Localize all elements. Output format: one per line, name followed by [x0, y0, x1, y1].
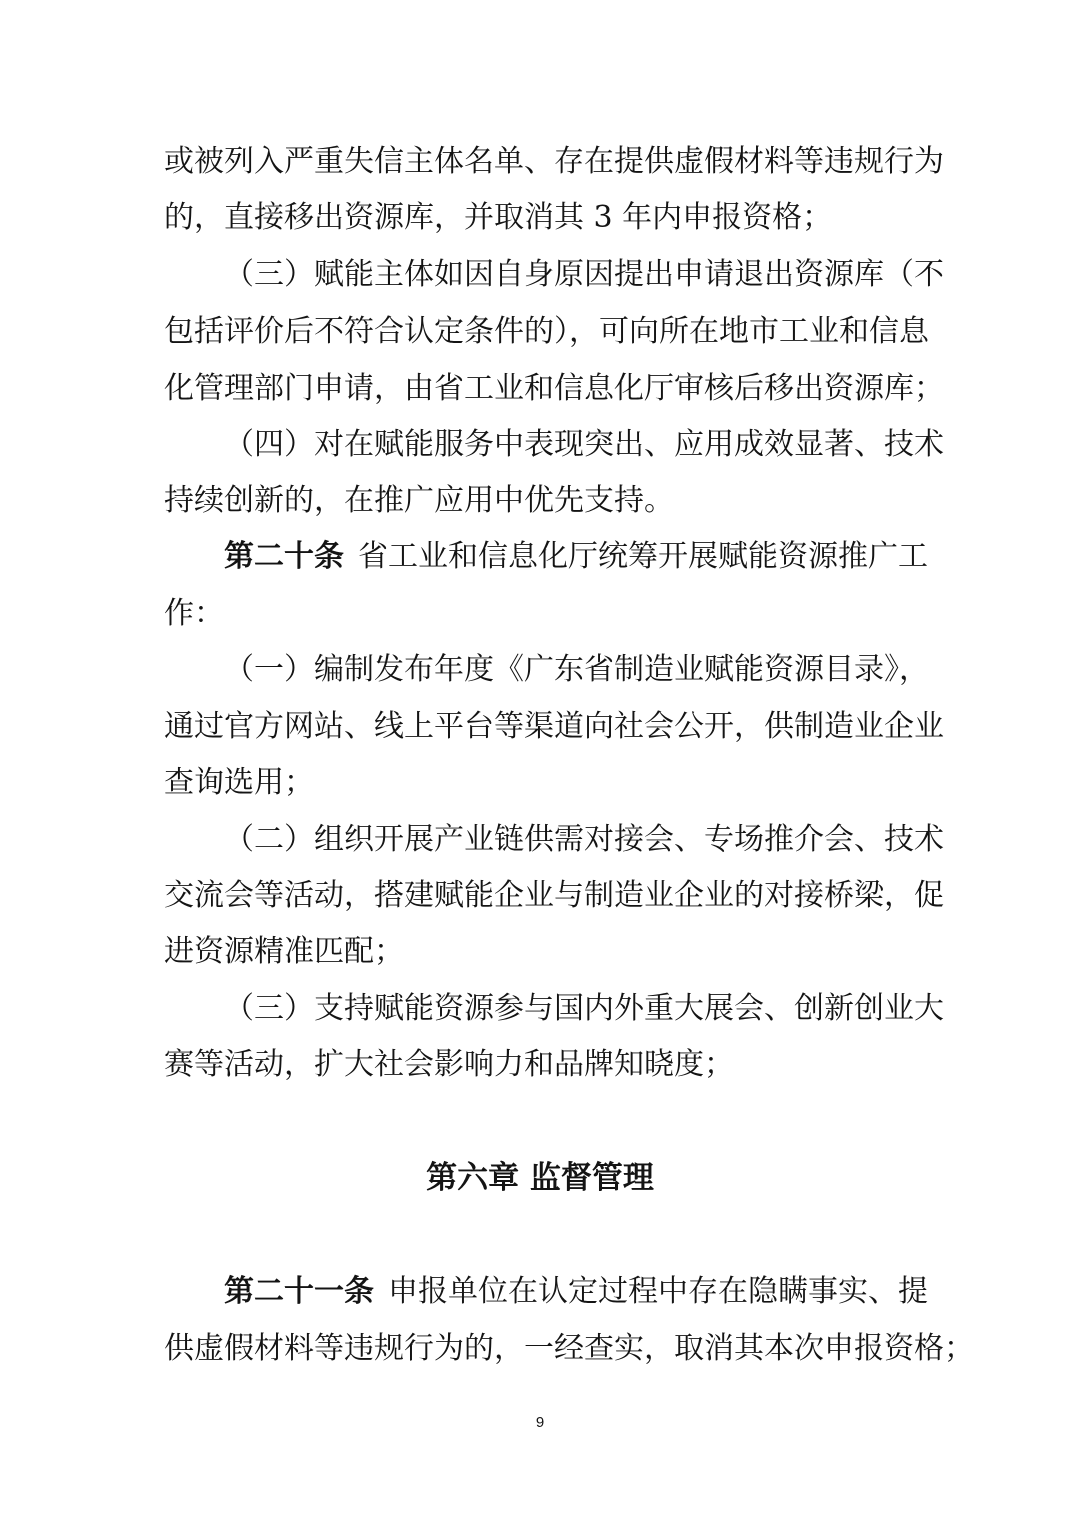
paragraph-line: 化管理部门申请，由省工业和信息化厅审核后移出资源库； — [164, 371, 944, 406]
paragraph-line: 包括评价后不符合认定条件的），可向所在地市工业和信息 — [164, 314, 929, 349]
paragraph-line: 作： — [164, 596, 224, 631]
paragraph-line: 供虚假材料等违规行为的，一经查实，取消其本次申报资格； — [164, 1331, 974, 1366]
paragraph-line: （一）编制发布年度《广东省制造业赋能资源目录》， — [224, 652, 929, 687]
paragraph-line: 赛等活动，扩大社会影响力和品牌知晓度； — [164, 1047, 734, 1082]
paragraph-line: 通过官方网站、线上平台等渠道向社会公开，供制造业企业 — [164, 709, 944, 744]
paragraph-line: 查询选用； — [164, 765, 314, 800]
article-21-label: 第二十一条 — [224, 1274, 374, 1309]
paragraph-line: （四）对在赋能服务中表现突出、应用成效显著、技术 — [224, 427, 944, 462]
article-20-text: 省工业和信息化厅统筹开展赋能资源推广工 — [358, 539, 928, 574]
article-20-heading-line — [224, 528, 928, 586]
paragraph-line: 或被列入严重失信主体名单、存在提供虚假材料等违规行为 — [164, 144, 944, 179]
article-21-heading-line — [224, 1263, 928, 1321]
paragraph-line: （二）组织开展产业链供需对接会、专场推介会、技术 — [224, 822, 944, 857]
paragraph-line: 交流会等活动，搭建赋能企业与制造业企业的对接桥梁，促 — [164, 878, 944, 913]
page-number: 9 — [535, 1414, 545, 1431]
paragraph-line: 进资源精准匹配； — [164, 934, 404, 969]
paragraph-line: （三）赋能主体如因自身原因提出申请退出资源库（不 — [224, 257, 944, 292]
paragraph-line: 的，直接移出资源库，并取消其 3 年内申报资格； — [164, 200, 833, 235]
paragraph-line: （三）支持赋能资源参与国内外重大展会、创新创业大 — [224, 991, 944, 1026]
article-21-text: 申报单位在认定过程中存在隐瞒事实、提 — [388, 1274, 928, 1309]
paragraph-line: 持续创新的，在推广应用中优先支持。 — [164, 483, 674, 518]
article-20-label: 第二十条 — [224, 539, 344, 574]
chapter-title: 第六章 监督管理 — [426, 1160, 654, 1196]
